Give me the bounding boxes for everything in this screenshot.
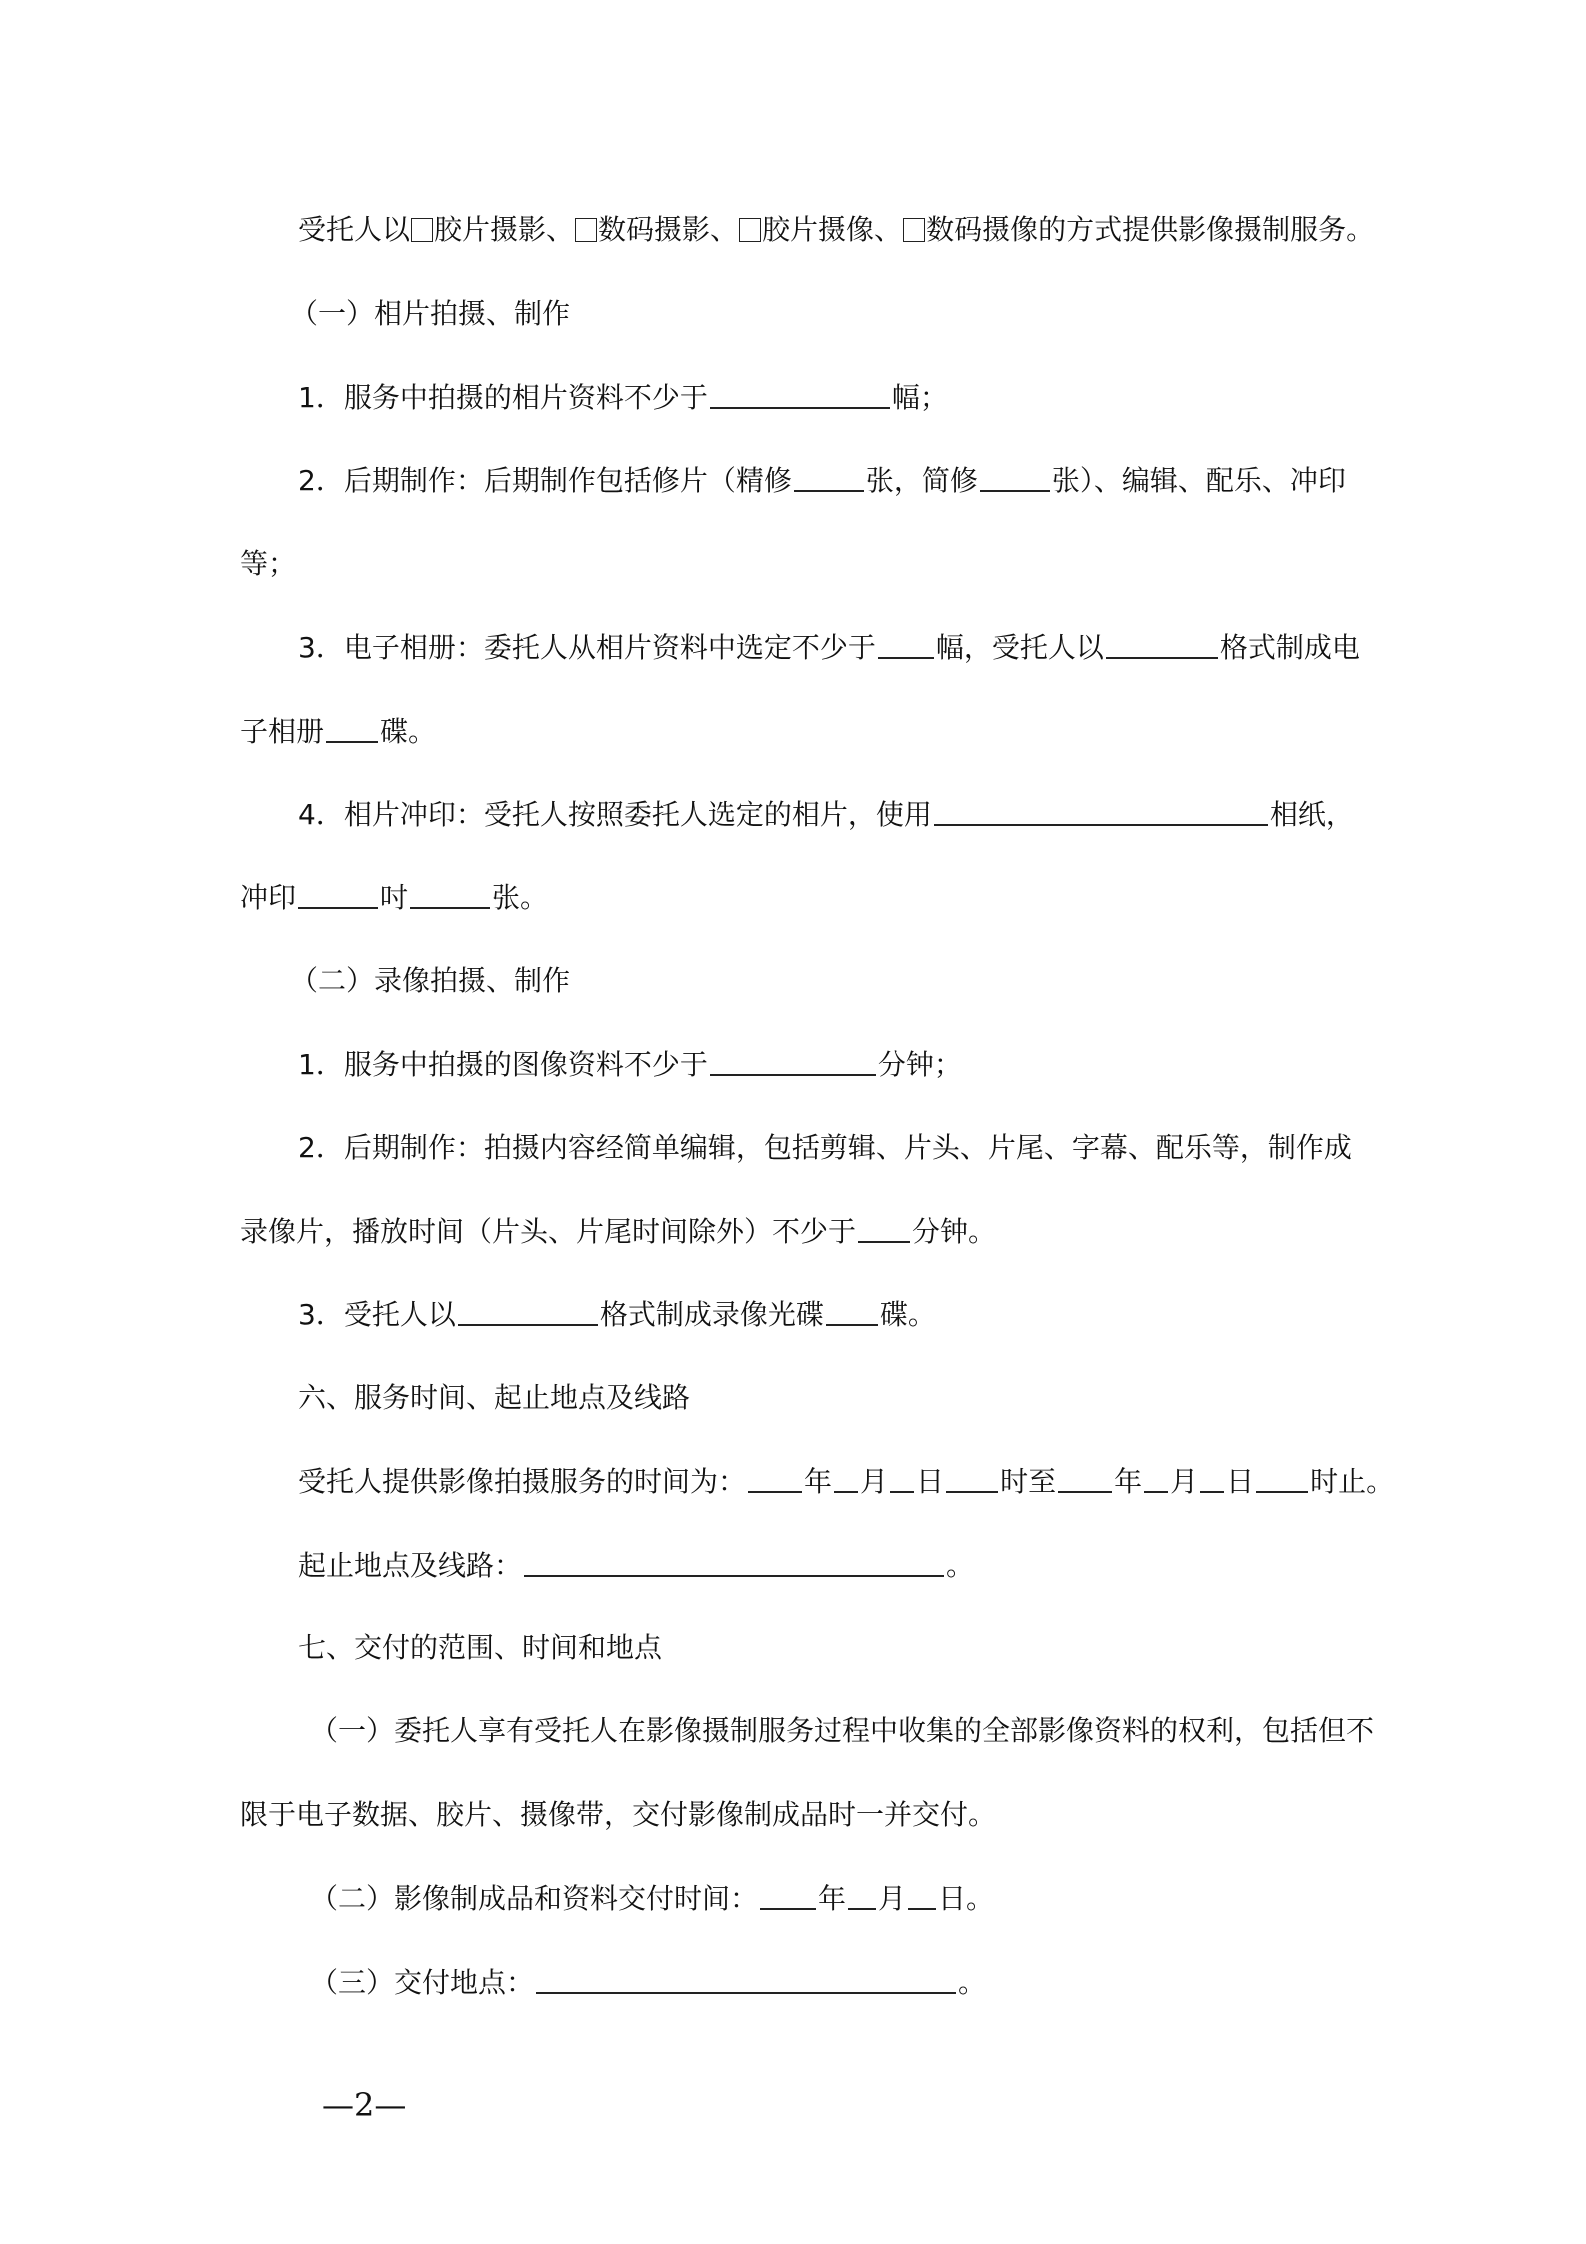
blank-end-day[interactable] [1200,1461,1224,1493]
paragraph-delivery-location: （三）交付地点： 。 [0,1962,1586,2002]
paragraph-photo-printing: 4．相片冲印：受托人按照委托人选定的相片，使用 相纸， [0,794,1586,834]
heading-video-shooting: （二）录像拍摄、制作 [290,964,571,997]
heading-delivery: 七、交付的范围、时间和地点 [298,1631,663,1664]
paragraph-video-post-cont: 录像片，播放时间（片头、片尾时间除外）不少于 分钟。 [0,1211,1586,1251]
blank-delivery-location[interactable] [536,1962,956,1994]
blank-video-format[interactable] [458,1294,598,1326]
paragraph-video-post: 2．后期制作：拍摄内容经简单编辑，包括剪辑、片头、片尾、字幕、配乐等，制作成 [298,1131,1352,1164]
paragraph-delivery-time: （二）影像制成品和资料交付时间： 年 月 日。 [0,1878,1586,1918]
blank-photo-count[interactable] [710,377,890,409]
blank-start-hour[interactable] [946,1461,998,1493]
blank-album-format[interactable] [1106,627,1218,659]
paragraph-delivery-scope: （一）委托人享有受托人在影像摄制服务过程中收集的全部影像资料的权利，包括但不 [310,1714,1375,1747]
blank-photo-paper[interactable] [934,794,1268,826]
blank-delivery-year[interactable] [760,1878,816,1910]
blank-album-photo-count[interactable] [878,627,934,659]
checkbox-film-photography[interactable] [411,218,433,242]
blank-video-minutes[interactable] [710,1044,876,1076]
paragraph-e-album: 3．电子相册：委托人从相片资料中选定不少于 幅，受托人以 格式制成电 [0,627,1586,667]
blank-start-year[interactable] [748,1461,802,1493]
blank-route[interactable] [524,1545,944,1577]
paragraph-photo-count: 1．服务中拍摄的相片资料不少于 幅； [0,377,1586,417]
paragraph-delivery-scope-cont: 限于电子数据、胶片、摄像带，交付影像制成品时一并交付。 [240,1798,997,1831]
blank-end-hour[interactable] [1256,1461,1308,1493]
blank-delivery-day[interactable] [908,1878,936,1910]
blank-start-month[interactable] [834,1461,858,1493]
paragraph-route: 起止地点及线路： 。 [0,1545,1586,1585]
paragraph-e-album-cont: 子相册 碟。 [0,711,1586,751]
page-number: —2— [322,2086,407,2124]
blank-end-year[interactable] [1058,1461,1112,1493]
blank-start-day[interactable] [890,1461,914,1493]
blank-print-count[interactable] [410,877,490,909]
paragraph-service-time: 受托人提供影像拍摄服务的时间为： 年 月 日 时至 年 月 日 时止。 [0,1461,1586,1501]
paragraph-service-methods: 受托人以 胶片摄影、 数码摄影、 胶片摄像、 数码摄像的方式提供影像摄制服务。 [298,213,1375,246]
blank-video-disc-count[interactable] [826,1294,878,1326]
blank-simple-retouch[interactable] [980,460,1050,492]
heading-photo-shooting: （一）相片拍摄、制作 [290,297,571,330]
paragraph-post-production-cont: 等； [240,547,297,580]
paragraph-video-disc: 3．受托人以 格式制成录像光碟 碟。 [0,1294,1586,1334]
checkbox-digital-photography[interactable] [575,218,597,242]
paragraph-photo-printing-cont: 冲印 吋 张。 [0,877,1586,917]
blank-delivery-month[interactable] [848,1878,876,1910]
blank-end-month[interactable] [1144,1461,1168,1493]
blank-playback-minutes[interactable] [858,1211,910,1243]
checkbox-digital-video[interactable] [903,218,925,242]
blank-fine-retouch[interactable] [794,460,864,492]
blank-print-size[interactable] [298,877,378,909]
paragraph-video-minutes: 1．服务中拍摄的图像资料不少于 分钟； [0,1044,1586,1084]
blank-album-disc-count[interactable] [326,711,378,743]
paragraph-post-production: 2．后期制作：后期制作包括修片（精修 张，简修 张）、编辑、配乐、冲印 [0,460,1586,500]
checkbox-film-video[interactable] [739,218,761,242]
heading-service-time-location: 六、服务时间、起止地点及线路 [298,1381,691,1414]
